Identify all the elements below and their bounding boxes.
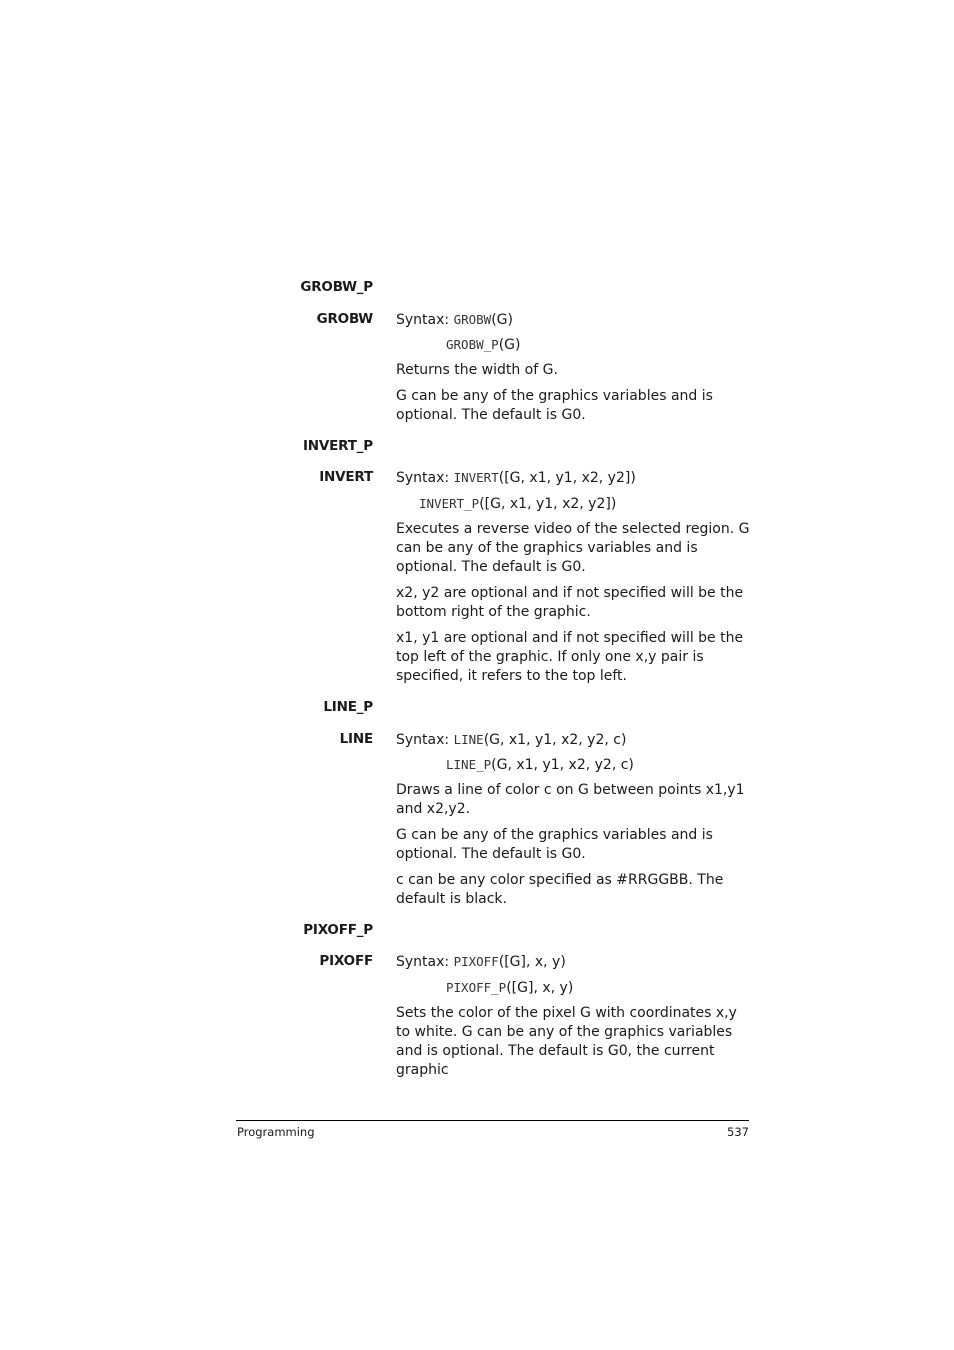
syntax-line-invert [396,468,752,488]
syntax-args: (G) [491,312,513,328]
syntax-command: PIXOFF [453,954,499,969]
description-paragraph: x1, y1 are optional and if not specified will be the top left of the graphic. If only one x,y pair is specified, it refers to the top left. [396,630,744,684]
syntax-command: INVERT_P [419,496,480,511]
syntax-command: GROBW [453,312,492,327]
term-invert-p: INVERT_P [302,438,373,454]
syntax-command: LINE_P [446,757,492,772]
syntax-args: ([G], x, y) [506,980,574,996]
syntax-line-grobw [396,310,752,330]
description-paragraph: x2, y2 are optional and if not specified will be the bottom right of the graphic. [396,585,744,620]
syntax-line-grobw-p [446,335,802,355]
syntax-args: ([G, x1, y1, x2, y2]) [498,470,636,486]
syntax-label: Syntax: [396,954,450,970]
term-pixoff: PIXOFF [319,953,373,969]
syntax-command: INVERT [453,470,499,485]
term-line-p: LINE_P [323,699,373,715]
syntax-command: GROBW_P [446,337,499,352]
description-paragraph: Draws a line of color c on G between points x1,y1 and x2,y2. [396,782,745,817]
description-paragraph: G can be any of the graphics variables and is optional. The default is G0. [396,827,713,862]
term-grobw-p: GROBW_P [300,279,373,295]
description-paragraph: G can be any of the graphics variables and is optional. The default is G0. [396,388,713,423]
syntax-line-line-p [446,755,802,775]
syntax-line-invert-p [419,494,775,514]
description-paragraph: Returns the width of G. [396,362,558,378]
syntax-label: Syntax: [396,470,450,486]
syntax-args: ([G], x, y) [498,954,566,970]
syntax-args: (G, x1, y1, x2, y2, c) [483,732,627,748]
footer-divider [236,1120,749,1121]
footer-section-title: Programming [237,1125,315,1139]
term-invert: INVERT [319,469,373,485]
syntax-args: (G, x1, y1, x2, y2, c) [491,757,634,773]
description-paragraph: Executes a reverse video of the selected region. G can be any of the graphics variables and is optional. The default is G0. [396,521,750,575]
syntax-label: Syntax: [396,312,450,328]
description-paragraph: c can be any color specified as #RRGGBB. The default is black. [396,872,724,907]
syntax-label: Syntax: [396,732,450,748]
syntax-command: LINE [453,732,484,747]
term-line: LINE [339,731,373,747]
syntax-line-pixoff [396,952,752,972]
syntax-args: (G) [498,337,521,353]
syntax-args: ([G, x1, y1, x2, y2]) [479,496,617,512]
description-paragraph: Sets the color of the pixel G with coordinates x,y to white. G can be any of the graphics variables and is optional. The default is G0, the current graphic [396,1005,737,1078]
syntax-line-pixoff-p [446,978,802,998]
term-pixoff-p: PIXOFF_P [303,922,373,938]
syntax-command: PIXOFF_P [446,980,507,995]
syntax-line-line [396,730,752,750]
term-grobw: GROBW [316,311,373,327]
page-number: 537 [727,1125,749,1139]
